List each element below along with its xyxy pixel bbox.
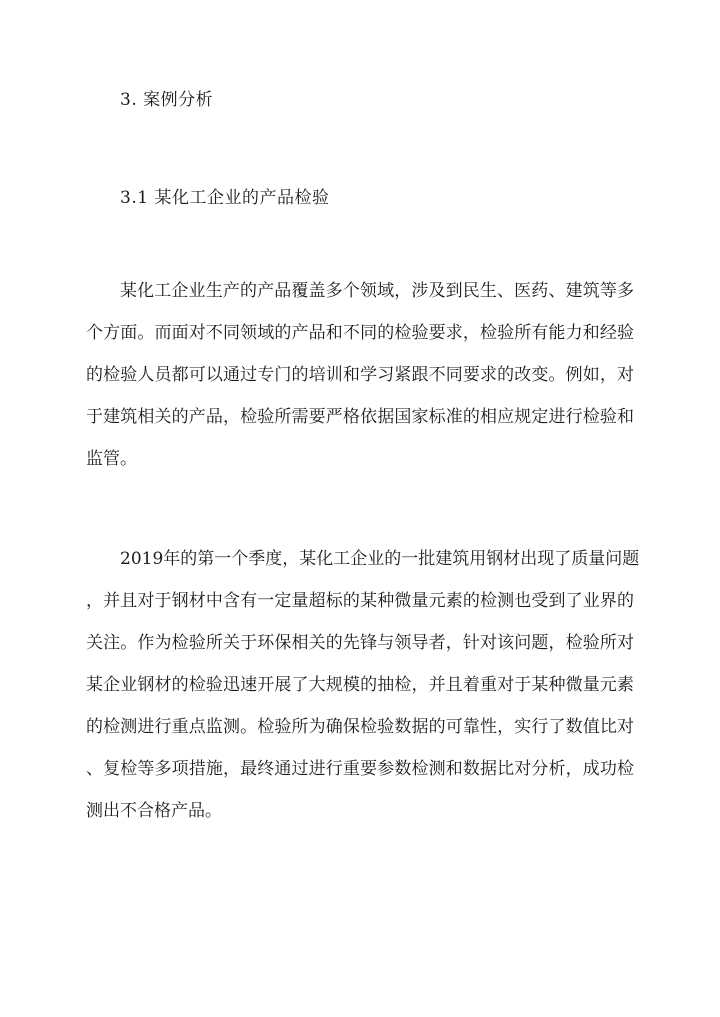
paragraph-line: 2019年的第一个季度，某化工企业的一批建筑用钢材出现了质量问题 [120,549,640,569]
paragraph-line: 于建筑相关的产品，检验所需要严格依据国家标准的相应规定进行检验和 [86,407,634,427]
paragraph-line: 测出不合格产品。 [86,801,222,821]
paragraph-line: 监管。 [86,449,137,469]
subsection-heading: 3.1 某化工企业的产品检验 [120,188,330,208]
section-heading: 3. 案例分析 [120,90,214,110]
paragraph-line: 某企业钢材的检验迅速开展了大规模的抽检，并且着重对于某种微量元素 [86,675,634,695]
paragraph-line: 某化工企业生产的产品覆盖多个领域，涉及到民生、医药、建筑等多 [120,281,634,301]
paragraph-line: 、复检等多项措施，最终通过进行重要参数检测和数据比对分析，成功检 [86,759,634,779]
paragraph-line: 关注。作为检验所关于环保相关的先锋与领导者，针对该问题，检验所对 [86,633,634,653]
paragraph-line: 的检验人员都可以通过专门的培训和学习紧跟不同要求的改变。例如，对 [86,365,634,385]
paragraph-line: 的检测进行重点监测。检验所为确保检验数据的可靠性，实行了数值比对 [86,717,634,737]
paragraph-steel-inspection [86,538,640,832]
paragraph-line: ，并且对于钢材中含有一定量超标的某种微量元素的检测也受到了业界的 [86,591,634,611]
paragraph-product-coverage [86,270,634,480]
paragraph-line: 个方面。而面对不同领域的产品和不同的检验要求，检验所有能力和经验 [86,323,634,343]
